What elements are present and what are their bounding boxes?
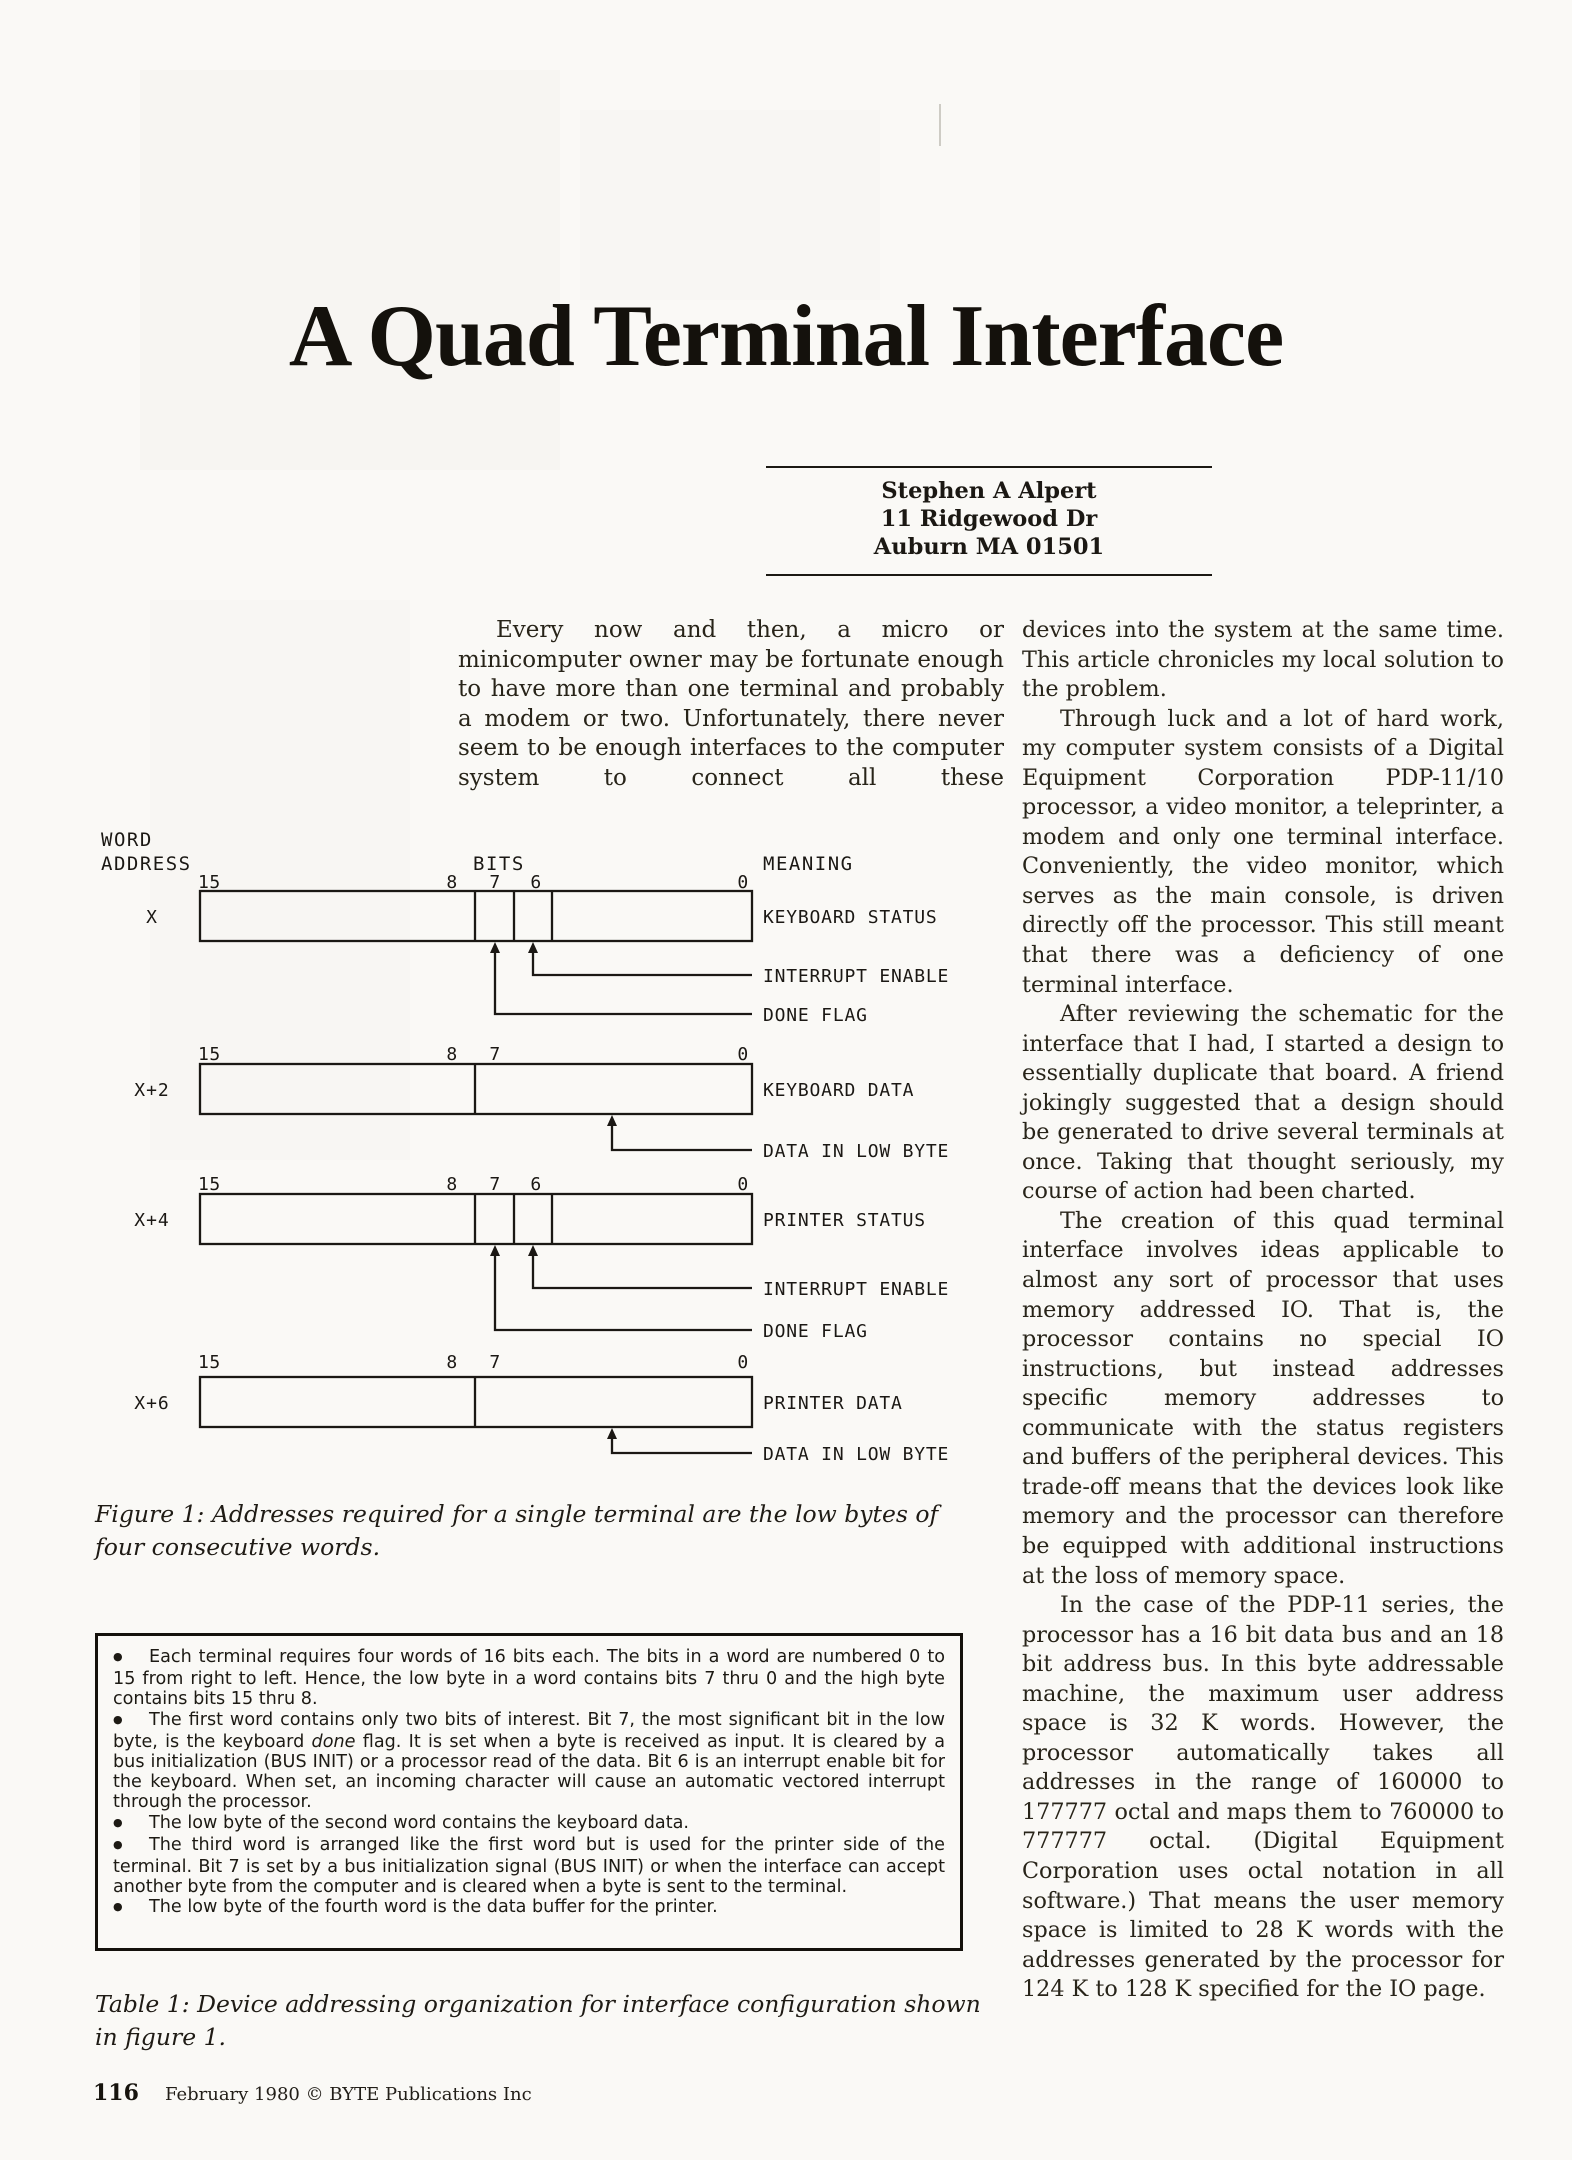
callout-line [533, 952, 752, 975]
bit-number-label: 7 [489, 1044, 501, 1065]
word-address-label: X [146, 907, 158, 928]
figure-1-diagram [95, 828, 985, 1488]
callout-line [612, 1125, 752, 1150]
bit-number-label: 8 [446, 1044, 458, 1065]
bit-number-label: 15 [198, 1174, 221, 1195]
bleed-through-ghost [140, 70, 560, 470]
article-title: A Quad Terminal Interface [288, 288, 1284, 385]
figure-1-caption: Figure 1: Addresses required for a single terminal are the low bytes of four consecutive words. [95, 1500, 939, 1561]
meaning-label: KEYBOARD STATUS [763, 907, 938, 928]
table-bullet-item: ● The third word is arranged like the first word but is used for the printer side of the terminal. Bit 7 is set by a bus initialization signal (BUS INIT) or when the interface can accept another byte from the computer and is cleared when a byte is sent to the terminal. [113, 1834, 945, 1898]
bullet-icon: ● [113, 1900, 123, 1914]
word-address-label: X+2 [134, 1080, 170, 1101]
intro-paragraph: Every now and then, a micro or minicomputer owner may be fortunate enough to have more than one terminal and probably a modem or two. Unfortunately, there never seem to be enough interfaces to the computer system to connect all these [458, 617, 1004, 791]
author-block [766, 466, 1212, 576]
bit-number-label: 15 [198, 872, 221, 893]
callout-label: INTERRUPT ENABLE [763, 966, 950, 987]
register-diagram-svg [95, 828, 985, 1488]
bleed-through-ghost [580, 110, 880, 300]
right-column [1022, 616, 1504, 2005]
arrow-up-icon [607, 1115, 617, 1126]
table-bullet-item: ● Each terminal requires four words of 16 bits each. The bits in a word are numbered 0 to 15 from right to left. Hence, the low byte in a word contains bits 7 thru 0 and the high byte contains bits 15 thru 8. [113, 1647, 945, 1710]
meaning-label: PRINTER STATUS [763, 1210, 926, 1231]
arrow-up-icon [607, 1428, 617, 1439]
meaning-label: PRINTER DATA [763, 1393, 903, 1414]
bullet-icon: ● [113, 1712, 123, 1726]
arrow-up-icon [528, 942, 538, 953]
callout-line [533, 1255, 752, 1288]
table-bullet-item: ● The low byte of the fourth word is the data buffer for the printer. [113, 1897, 718, 1918]
callout-line [612, 1438, 752, 1453]
bit-number-label: 8 [446, 872, 458, 893]
page-footer [93, 2080, 532, 2106]
bit-number-label: 15 [198, 1044, 221, 1065]
bit-number-label: 7 [489, 1352, 501, 1373]
callout-label: DATA IN LOW BYTE [763, 1444, 950, 1465]
footer-credit: February 1980 © BYTE Publications Inc [164, 2084, 532, 2105]
page-number: 116 [93, 2080, 139, 2106]
bit-number-label: 0 [737, 1352, 749, 1373]
body-paragraph: In the case of the PDP-11 series, the processor has a 16 bit data bus and an 18 bit address bus. In this byte addressable machine, the maximum user address space is 32 K words. However, the processor automatically takes all addresses in the range of 160000 to 177777 octal and maps them to 760000 to 777777 octal. (Digital Equipment Corporation uses octal notation in all software.) That means the user memory space is limited to 28 K words with the addresses generated by the processor for 124 K to 128 K specified for the IO page. [1022, 1592, 1504, 2003]
bit-number-label: 7 [489, 1174, 501, 1195]
table-bullet-item: ● The first word contains only two bits of interest. Bit 7, the most significant bit in the low byte, is the keyboard done flag. It is set when a byte is received as input. It is cleared by a bus initialization (BUS INIT) or a processor read of the data. Bit 6 is an interrupt enable bit for the keyboard. When set, an incoming character will cause an automatic vectored interrupt through the processor. [113, 1709, 945, 1813]
meaning-label: KEYBOARD DATA [763, 1080, 915, 1101]
figure-header-address: ADDRESS [101, 853, 192, 875]
author-address-line2: Auburn MA 01501 [873, 534, 1105, 560]
bit-number-label: 8 [446, 1174, 458, 1195]
table-bullet-item: ● The low byte of the second word contains the keyboard data. [113, 1812, 689, 1833]
bit-number-label: 6 [530, 872, 542, 893]
callout-label: DATA IN LOW BYTE [763, 1141, 950, 1162]
author-name: Stephen A Alpert [881, 478, 1097, 504]
scan-artifact [939, 104, 941, 146]
arrow-up-icon [490, 1245, 500, 1256]
table-1-box [95, 1633, 963, 1951]
word-address-label: X+4 [134, 1210, 170, 1231]
table-1-caption: Table 1: Device addressing organization for interface configuration shown in figure 1. [95, 1990, 981, 2051]
arrow-up-icon [528, 1245, 538, 1256]
bit-number-label: 6 [530, 1174, 542, 1195]
bullet-icon: ● [113, 1815, 123, 1829]
body-paragraph: Through luck and a lot of hard work, my computer system consists of a Digital Equipment Corporation PDP-11/10 processor, a video monitor, a teleprinter, a modem and only one terminal interface. Conveniently, the video monitor, which serves as the main console, is driven directly off the processor. This still meant that there was a deficiency of one terminal interface. [1022, 705, 1504, 998]
body-paragraph: After reviewing the schematic for the interface that I had, I started a design to essentially duplicate that board. A friend jokingly suggested that a design should be generated to drive several terminals at once. Taking that thought seriously, my course of action had been charted. [1022, 1001, 1504, 1205]
callout-label: INTERRUPT ENABLE [763, 1279, 950, 1300]
bullet-icon: ● [113, 1837, 123, 1851]
bit-number-label: 0 [737, 872, 749, 893]
figure-header-word: WORD [101, 829, 153, 851]
word-address-label: X+6 [134, 1393, 170, 1414]
bit-number-label: 0 [737, 1174, 749, 1195]
callout-label: DONE FLAG [763, 1005, 868, 1026]
bit-number-label: 7 [489, 872, 501, 893]
body-paragraph: devices into the system at the same time. This article chronicles my local solution to the problem. [1022, 617, 1504, 703]
author-address-line1: 11 Ridgewood Dr [880, 506, 1098, 532]
bullet-icon: ● [113, 1650, 123, 1663]
arrow-up-icon [490, 942, 500, 953]
bit-number-label: 8 [446, 1352, 458, 1373]
bit-number-label: 0 [737, 1044, 749, 1065]
callout-label: DONE FLAG [763, 1321, 868, 1342]
bit-number-label: 15 [198, 1352, 221, 1373]
figure-header-bits: BITS [473, 853, 525, 875]
body-paragraph: The creation of this quad terminal interface involves ideas applicable to almost any sort of processor that uses memory addressed IO. That is, the processor contains no special IO instructions, but instead addresses specific memory addresses to communicate with the status registers and buffers of the peripheral devices. This trade-off means that the devices look like memory and the processor can therefore be equipped with additional instructions at the loss of memory space. [1022, 1207, 1504, 1589]
figure-header-meaning: MEANING [763, 853, 854, 875]
